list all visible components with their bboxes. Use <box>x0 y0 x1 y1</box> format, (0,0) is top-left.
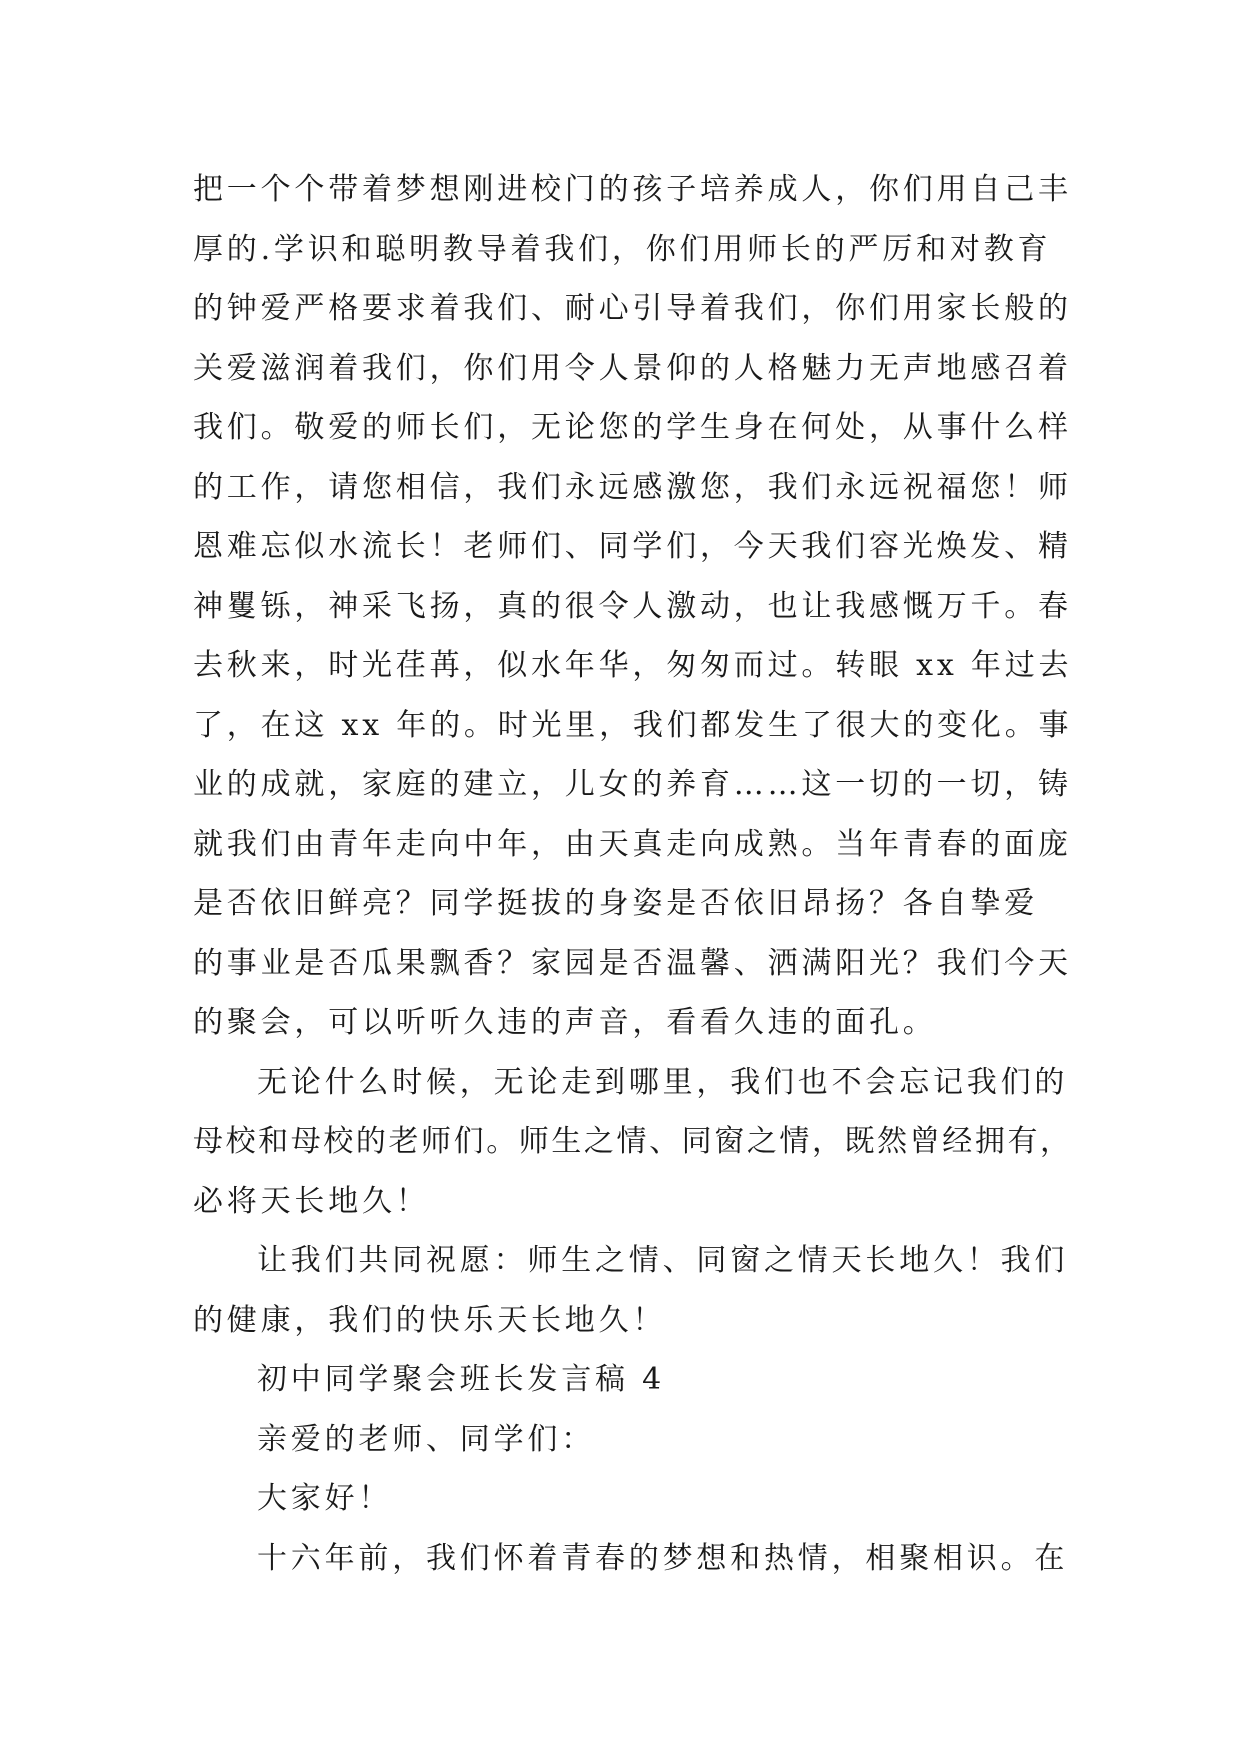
text-line: 亲爱的老师、同学们： <box>257 1421 595 1457</box>
text-line: 是否依旧鲜亮？同学挺拔的身姿是否依旧昂扬？各自挚爱 <box>193 886 1038 921</box>
text-line: 就我们由青年走向中年，由天真走向成熟。当年青春的面庞 <box>193 826 1072 862</box>
text-line: 母校和母校的老师们。师生之情、同窗之情，既然曾经拥有， <box>193 1124 1073 1159</box>
text-line: 的钟爱严格要求着我们、耐心引导着我们，你们用家长般的 <box>193 291 1072 326</box>
text-line: 十六年前，我们怀着青春的梦想和热情，相聚相识。在 <box>257 1540 1069 1576</box>
text-line: 业的成就，家庭的建立，儿女的养育……这一切的一切，铸 <box>193 767 1072 802</box>
text-line: 关爱滋润着我们，你们用令人景仰的人格魅力无声地感召着 <box>193 350 1072 386</box>
text-line: 神矍铄，神采飞扬，真的很令人激动，也让我感慨万千。春 <box>193 588 1072 624</box>
text-line: 的聚会，可以听听久违的声音，看看久违的面孔。 <box>193 1005 937 1040</box>
text-line: 恩难忘似水流长！老师们、同学们，今天我们容光焕发、精 <box>193 529 1072 564</box>
text-line: 让我们共同祝愿：师生之情、同窗之情天长地久！我们 <box>257 1243 1069 1278</box>
text-line: 的健康，我们的快乐天长地久！ <box>193 1302 667 1338</box>
text-line: 把一个个带着梦想刚进校门的孩子培养成人，你们用自己丰 <box>193 172 1072 207</box>
text-line: 我们。敬爱的师长们，无论您的学生身在何处，从事什么样 <box>193 410 1072 445</box>
text-line: 厚的.学识和聪明教导着我们，你们用师长的严厉和对教育 <box>193 231 1052 267</box>
text-line: 大家好！ <box>257 1481 393 1516</box>
text-line: 的工作，请您相信，我们永远感激您，我们永远祝福您！师 <box>193 469 1072 505</box>
text-line: 的事业是否瓜果飘香？家园是否温馨、洒满阳光？我们今天 <box>193 945 1072 981</box>
document-body <box>193 160 1073 1588</box>
text-line: 必将天长地久！ <box>193 1183 430 1219</box>
text-line: 了，在这 xx 年的。时光里，我们都发生了很大的变化。事 <box>193 707 1073 743</box>
text-line: 初中同学聚会班长发言稿 4 <box>257 1362 666 1397</box>
text-line: 去秋来，时光荏苒，似水年华，匆匆而过。转眼 xx 年过去 <box>193 648 1073 683</box>
text-line: 无论什么时候，无论走到哪里，我们也不会忘记我们的 <box>257 1064 1069 1100</box>
